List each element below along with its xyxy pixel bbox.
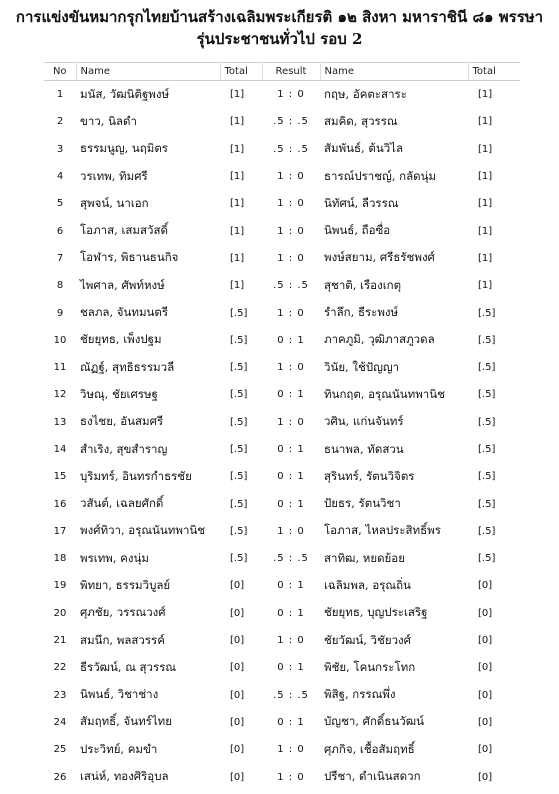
player-white-name: ธรรมนูญ, นฤมิตร (80, 141, 168, 156)
game-result: 1 : 0 (277, 771, 305, 783)
game-result: .5 : .5 (273, 280, 309, 292)
board-number: 6 (56, 225, 64, 237)
game-result: 0 : 1 (277, 498, 305, 510)
board-number: 12 (53, 389, 67, 401)
player-black-total: [1] (478, 143, 493, 155)
board-number: 17 (53, 525, 67, 537)
player-white-total: [0] (230, 771, 245, 783)
board-number: 9 (56, 307, 64, 319)
game-result: 1 : 0 (277, 171, 305, 183)
game-result: 0 : 1 (277, 471, 305, 483)
table-row (44, 709, 520, 736)
player-white-name: ประวิทย์, คมขำ (80, 741, 158, 756)
player-black-name: สาทิฒ, หยดย้อย (324, 550, 405, 565)
board-number: 26 (53, 771, 67, 783)
player-white-name: สัมฤทธิ์, จันทร์ไทย (80, 714, 172, 729)
player-black-total: [.5] (478, 498, 496, 510)
player-white-total: [.5] (230, 553, 248, 565)
player-white-name: โอภาส, เสมสวัสดิ์ (80, 223, 168, 238)
table-row (44, 518, 520, 545)
player-white-total: [1] (230, 116, 245, 128)
board-number: 20 (53, 607, 67, 619)
table-row (44, 463, 520, 490)
player-black-total: [0] (478, 635, 493, 647)
table-row (44, 327, 520, 354)
player-black-name: สุรินทร์, รัตนวิจิตร (324, 468, 415, 483)
player-white-name: สมนึก, พลสวรรค์ (80, 632, 165, 647)
game-result: 1 : 0 (277, 362, 305, 374)
player-white-total: [1] (230, 225, 245, 237)
board-number: 4 (56, 171, 64, 183)
game-result: 0 : 1 (277, 444, 305, 455)
player-white-name: สำเริง, สุขสำราญ (80, 441, 168, 456)
player-black-name: ศุภกิจ, เชื้อสัมฤทธิ์ (324, 741, 415, 756)
table-row (44, 272, 520, 299)
player-black-total: [.5] (478, 444, 496, 455)
player-black-total: [1] (478, 171, 493, 183)
player-white-total: [.5] (230, 444, 248, 455)
game-result: 1 : 0 (277, 252, 305, 264)
game-result: 1 : 0 (277, 744, 305, 756)
player-black-total: [0] (478, 689, 493, 701)
player-black-name: สมคิด, สุวรรณ (324, 113, 398, 128)
table-row (44, 545, 520, 572)
player-white-total: [1] (230, 89, 245, 101)
player-white-total: [.5] (230, 471, 248, 483)
player-black-name: โอภาส, ไหลประสิทธิ์พร (324, 523, 441, 538)
table-row (44, 627, 520, 654)
game-result: 1 : 0 (277, 416, 305, 428)
player-black-name: เฉลิมพล, อรุณถิ่น (324, 577, 411, 592)
game-result: .5 : .5 (273, 116, 309, 128)
table-row (44, 217, 520, 244)
board-number: 7 (56, 252, 64, 264)
player-black-total: [0] (478, 716, 493, 728)
table-row (44, 409, 520, 436)
player-white-name: นิพนธ์, วิชาช่าง (80, 687, 159, 702)
player-white-total: [0] (230, 607, 245, 619)
player-white-name: มนัส, วัฒนิติฐพงษ์ (80, 86, 170, 101)
col-header-result[interactable]: Result (262, 63, 320, 81)
title-line-2: รุ่นประชาชนทั่วไป รอบ 2 (196, 30, 363, 48)
player-black-name: สุชาติ, เรืองเกตุ (324, 277, 402, 292)
player-white-total: [.5] (230, 416, 248, 428)
board-number: 5 (56, 198, 64, 210)
game-result: 1 : 0 (277, 635, 305, 647)
player-white-name: ขาว, นิลดำ (80, 113, 137, 128)
player-white-name: พงศ์ทิวา, อรุณนันทพานิช (80, 523, 206, 538)
player-white-name: วิษณุ, ชัยเศรษฐ (80, 386, 158, 401)
player-white-name: พรเทพ, คงนุ่ม (80, 550, 149, 565)
player-white-total: [0] (230, 716, 245, 728)
player-black-name: นิทัศน์, ลีวรรณ (324, 195, 399, 210)
game-result: 1 : 0 (277, 198, 305, 210)
player-black-total: [.5] (478, 525, 496, 537)
player-black-total: [.5] (478, 471, 496, 483)
player-black-name: กฤษ, อัคตะสาระ (324, 86, 407, 101)
game-result: 0 : 1 (277, 334, 305, 346)
player-black-total: [1] (478, 280, 493, 292)
player-white-total: [0] (230, 744, 245, 756)
table-row (44, 490, 520, 517)
player-black-total: [1] (478, 198, 493, 210)
player-black-name: สัมพันธ์, ต้นวิไล (324, 141, 403, 156)
player-white-total: [.5] (230, 498, 248, 510)
board-number: 25 (53, 744, 67, 756)
player-white-name: วรเทพ, ทิมศรี (80, 168, 148, 183)
player-white-name: บุริมทร์, อินทรกำธรชัย (80, 468, 192, 483)
player-black-name: พิชัย, โคนกระโทก (324, 659, 416, 674)
player-black-total: [.5] (478, 416, 496, 428)
player-black-total: [0] (478, 580, 493, 592)
player-black-total: [0] (478, 771, 493, 783)
player-black-name: ปัยธร, รัตนวิชา (324, 496, 401, 511)
game-result: 1 : 0 (277, 225, 305, 237)
player-black-name: ภาคภูมิ, วุฒิภาสภูวดล (324, 332, 435, 347)
game-result: 0 : 1 (277, 716, 305, 728)
board-number: 16 (53, 498, 67, 510)
table-row (44, 163, 520, 190)
player-black-name: ธนาพล, ทัดสวน (324, 441, 404, 456)
page-title (0, 0, 559, 50)
table-row (44, 654, 520, 681)
table-row (44, 572, 520, 599)
table-row (44, 600, 520, 627)
table-row (44, 81, 520, 109)
player-white-total: [0] (230, 662, 245, 674)
player-white-name: ธีรวัฒน์, ณ สุวรรณ (80, 659, 177, 674)
game-result: .5 : .5 (273, 143, 309, 155)
player-black-total: [0] (478, 662, 493, 674)
player-white-total: [1] (230, 171, 245, 183)
board-number: 10 (53, 334, 67, 346)
table-row (44, 108, 520, 135)
table-row (44, 354, 520, 381)
player-black-name: วินัย, ใช้ปัญญา (324, 359, 400, 374)
game-result: .5 : .5 (273, 553, 309, 565)
title-line-1: การแข่งขันหมากรุกไทยบ้านสร้างเฉลิมพระเกียรติ ๑๒ สิงหา มหาราชินี ๘๑ พรรษา (15, 8, 544, 26)
player-white-total: [0] (230, 580, 245, 592)
col-header-name-white[interactable]: Name (76, 63, 220, 81)
player-black-total: [0] (478, 744, 493, 756)
player-white-total: [1] (230, 280, 245, 292)
pairings-table (44, 62, 520, 791)
board-number: 15 (53, 471, 67, 483)
table-row (44, 436, 520, 463)
board-number: 19 (53, 580, 67, 592)
board-number: 23 (53, 689, 67, 701)
player-black-total: [.5] (478, 334, 496, 346)
table-row (44, 682, 520, 709)
board-number: 24 (53, 716, 67, 728)
game-result: 0 : 1 (277, 580, 305, 592)
player-white-total: [1] (230, 143, 245, 155)
col-header-total-black[interactable]: Total (468, 63, 520, 81)
board-number: 11 (53, 362, 67, 374)
player-white-total: [.5] (230, 334, 248, 346)
table-row (44, 381, 520, 408)
player-white-total: [1] (230, 198, 245, 210)
player-white-name: สุพจน์, นาเอก (80, 195, 149, 210)
game-result: .5 : .5 (273, 689, 309, 701)
player-white-name: วสันต์, เฉลยศักดิ์ (80, 496, 164, 511)
game-result: 0 : 1 (277, 662, 305, 674)
board-number: 8 (56, 280, 64, 292)
table-row (44, 136, 520, 163)
player-black-total: [.5] (478, 553, 496, 565)
game-result: 0 : 1 (277, 607, 305, 619)
col-header-no[interactable]: No (44, 63, 76, 81)
table-row (44, 245, 520, 272)
table-row (44, 299, 520, 326)
board-number: 14 (53, 444, 67, 455)
player-white-total: [.5] (230, 525, 248, 537)
player-black-name: ทินกฤต, อรุณนันทพานิช (324, 386, 445, 401)
player-black-total: [1] (478, 225, 493, 237)
player-black-name: พงษ์สยาม, ศรีธรัชพงศ์ (324, 250, 435, 265)
player-black-name: ปรีชา, ดำเนินสดวก (324, 769, 421, 784)
player-black-total: [1] (478, 252, 493, 264)
player-white-total: [0] (230, 689, 245, 701)
table-row (44, 763, 520, 790)
player-black-name: บัญชา, ศักดิ์ธนวัฒน์ (324, 714, 424, 729)
board-number: 22 (53, 662, 67, 674)
player-black-name: ชัยวัฒน์, วิชัยวงศ์ (324, 632, 411, 647)
player-white-name: โอฬาร, พิธานธนกิจ (80, 250, 179, 265)
player-black-total: [0] (478, 607, 493, 619)
player-black-total: [1] (478, 116, 493, 128)
player-white-total: [.5] (230, 389, 248, 401)
player-white-name: ชลภล, จันทมนตรี (80, 305, 169, 320)
player-white-total: [0] (230, 635, 245, 647)
player-white-name: ศุภชัย, วรรณวงศ์ (80, 605, 166, 620)
player-black-total: [.5] (478, 307, 496, 319)
game-result: 1 : 0 (277, 525, 305, 537)
board-number: 13 (53, 416, 67, 428)
player-white-total: [.5] (230, 307, 248, 319)
game-result: 0 : 1 (277, 389, 305, 401)
player-white-name: เสน่ห์, ทองศิริอุบล (80, 769, 169, 784)
player-white-name: ณัฏฐ์, สุทธิธรรมวลี (80, 359, 175, 374)
col-header-total-white[interactable]: Total (220, 63, 262, 81)
board-number: 2 (56, 116, 64, 128)
col-header-name-black[interactable]: Name (320, 63, 468, 81)
game-result: 1 : 0 (277, 89, 305, 101)
table-row (44, 190, 520, 217)
player-black-total: [1] (478, 89, 493, 101)
board-number: 21 (53, 635, 67, 647)
player-black-name: พิสิฐ, กรรณพึ่ง (324, 687, 396, 702)
player-black-name: ชัยยุทธ, บุญประเสริฐ (324, 605, 428, 620)
player-white-total: [.5] (230, 362, 248, 374)
player-black-total: [.5] (478, 389, 496, 401)
table-header (44, 63, 520, 81)
player-black-name: ธารณ์ปราชญ์, กลัดนุ่ม (324, 168, 437, 183)
player-white-name: ธงไชย, อันสมศรี (80, 414, 164, 429)
board-number: 1 (56, 89, 64, 101)
board-number: 3 (56, 143, 64, 155)
table-row (44, 736, 520, 763)
player-white-name: ไพศาล, ศัพท์หงษ์ (80, 277, 165, 292)
player-black-name: วศิน, แก่นจันทร์ (324, 414, 404, 429)
player-black-name: รำลึก, ธีระพงษ์ (324, 305, 399, 320)
table-body (44, 81, 520, 791)
player-white-name: พิทยา, ธรรมวิบูลย์ (80, 577, 171, 592)
player-black-name: นิพนธ์, ถือซื่อ (324, 223, 391, 238)
game-result: 1 : 0 (277, 307, 305, 319)
board-number: 18 (53, 553, 67, 565)
player-white-total: [1] (230, 252, 245, 264)
player-black-total: [.5] (478, 362, 496, 374)
player-white-name: ชัยยุทธ, เพ็งปฐม (80, 332, 162, 347)
